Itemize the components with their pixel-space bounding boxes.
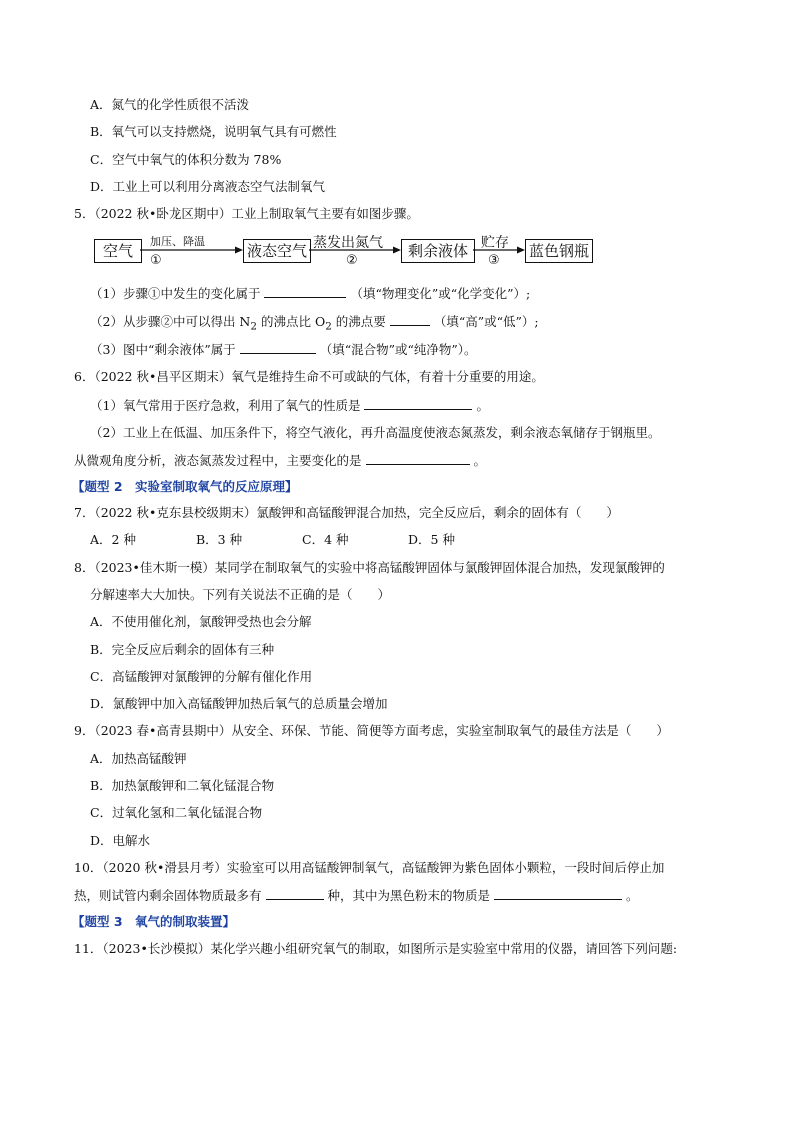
q8-option-b[interactable]: B．完全反应后剩余的固体有三种 (90, 642, 275, 657)
q10-blank-count[interactable] (266, 887, 324, 900)
q6-sub2-cont-text: 从微观角度分析，液态氮蒸发过程中，主要变化的是 (74, 453, 362, 468)
q4-option-c: C．空气中氧气的体积分数为 78% (90, 152, 282, 167)
q7-option-c[interactable]: C．4 种 (302, 532, 349, 547)
q8-stem: 8．（2023•佳木斯一模）某同学在制取氧气的实验中将高锰酸钾固体与氯酸钾固体混合加热，发现氯酸钾的 (74, 560, 665, 575)
q6-sub1-text: （1）氧气常用于医疗急救，利用了氧气的性质是 (90, 398, 361, 413)
flow-box-remaining-liquid: 剩余液体 (401, 239, 475, 263)
q5-sub3-blank[interactable] (240, 341, 316, 354)
q5-sub2-subscript-n: 2 (250, 320, 257, 333)
flow-step2-label: 蒸发出氮气 (313, 235, 383, 251)
q5-sub3-text: （3）图中“剩余液体”属于 (90, 342, 236, 357)
flow-arrow-3 (473, 245, 525, 255)
q7-options (90, 532, 514, 548)
q8-option-a[interactable]: A．不使用催化剂，氯酸钾受热也会分解 (90, 614, 312, 629)
q6-sub2-cont (74, 452, 486, 469)
q6-sub1-blank[interactable] (364, 397, 472, 410)
section-3-heading: 【题型 3 氧气的制取装置】 (72, 914, 236, 929)
q8-option-d[interactable]: D．氯酸钾中加入高锰酸钾加热后氧气的总质量会增加 (90, 696, 388, 711)
q5-sub2-text: （2）从步骤②中可以得出 N (90, 314, 251, 329)
q5-sub2-blank[interactable] (390, 313, 430, 326)
q6-sub1 (90, 397, 489, 414)
flow-step2-number: ② (346, 253, 358, 268)
q5-sub1 (90, 285, 530, 302)
flow-arrow-2 (309, 245, 401, 255)
q5-sub2-text-c: 的沸点要 (331, 314, 386, 329)
flow-step3-number: ③ (488, 253, 500, 268)
q6-sub1-end: 。 (476, 398, 489, 413)
q7-stem: 7．（2022 秋•克东县校级期末）氯酸钾和高锰酸钾混合加热，完全反应后，剩余的固体有（ ） (74, 505, 619, 520)
q10-blank-substance[interactable] (494, 887, 622, 900)
q9-option-b[interactable]: B．加热氯酸钾和二氧化锰混合物 (90, 778, 275, 793)
q5-sub3-hint: （填“混合物”或“纯净物”）。 (319, 342, 477, 357)
q5-sub1-hint: （填“物理变化”或“化学变化”）; (350, 286, 531, 301)
q5-sub1-blank[interactable] (264, 285, 346, 298)
q10-stem: 10．（2020 秋•滑县月考）实验室可以用高锰酸钾制氧气，高锰酸钾为紫色固体小颗粒，一段时间后停止加 (74, 860, 665, 875)
q6-stem: 6．（2022 秋•昌平区期末）氧气是维持生命不可或缺的气体，有着十分重要的用途。 (74, 369, 544, 384)
flow-box-air: 空气 (94, 239, 142, 263)
q10-cont-text-a: 热，则试管内剩余固体物质最多有 (74, 888, 262, 903)
q6-sub2-blank[interactable] (366, 452, 470, 465)
q4-option-b: B．氧气可以支持燃烧，说明氧气具有可燃性 (90, 124, 337, 139)
q7-option-b[interactable]: B．3 种 (196, 532, 243, 547)
q9-option-d[interactable]: D．电解水 (90, 833, 151, 848)
q4-option-d: D．工业上可以利用分离液态空气法制氧气 (90, 179, 326, 194)
q6-sub2: （2）工业上在低温、加压条件下，将空气液化，再升高温度使液态氮蒸发，剩余液态氧储存于钢瓶里。 (90, 425, 661, 440)
q10-cont (74, 887, 639, 904)
q6-sub2-end: 。 (473, 453, 487, 468)
q11-stem: 11．（2023•长沙模拟）某化学兴趣小组研究氧气的制取，如图所示是实验室中常用的仪器，请回答下列问题: (74, 941, 678, 956)
flow-arrow-1 (140, 245, 243, 255)
q4-option-a: A．氮气的化学性质很不活泼 (90, 97, 250, 112)
q5-sub1-text: （1）步骤①中发生的变化属于 (90, 286, 261, 301)
q5-sub3 (90, 341, 477, 358)
flow-box-liquid-air: 液态空气 (243, 239, 311, 263)
q7-option-d[interactable]: D．5 种 (408, 532, 455, 547)
q8-stem-cont: 分解速率大大加快。下列有关说法不正确的是（ ） (90, 587, 391, 602)
q7-option-a[interactable]: A．2 种 (90, 532, 136, 547)
q5-sub2-hint: （填“高”或“低”）; (433, 314, 539, 329)
q9-option-c[interactable]: C．过氧化氢和二氧化锰混合物 (90, 805, 263, 820)
flow-box-blue-cylinder: 蓝色钢瓶 (525, 239, 593, 263)
flow-step1-number: ① (150, 253, 162, 268)
q8-option-c[interactable]: C．高锰酸钾对氯酸钾的分解有催化作用 (90, 669, 313, 684)
q5-sub2 (90, 313, 539, 335)
q5-sub2-text-b: 的沸点比 O (257, 314, 326, 329)
q10-cont-text-b: 种，其中为黑色粉末的物质是 (327, 888, 491, 903)
section-2-heading: 【题型 2 实验室制取氧气的反应原理】 (72, 479, 298, 494)
q10-cont-end: 。 (626, 888, 639, 903)
flow-step1-label: 加压、降温 (150, 235, 205, 248)
q5-stem: 5．（2022 秋•卧龙区期中）工业上制取氧气主要有如图步骤。 (74, 206, 419, 221)
q9-option-a[interactable]: A．加热高锰酸钾 (90, 751, 187, 766)
q9-stem: 9．（2023 春•高青县期中）从安全、环保、节能、简便等方面考虑，实验室制取氧气的最佳方法是（ ） (74, 723, 669, 738)
flow-step3-label: 贮存 (481, 235, 509, 251)
q5-sub2-subscript-o: 2 (325, 320, 332, 333)
